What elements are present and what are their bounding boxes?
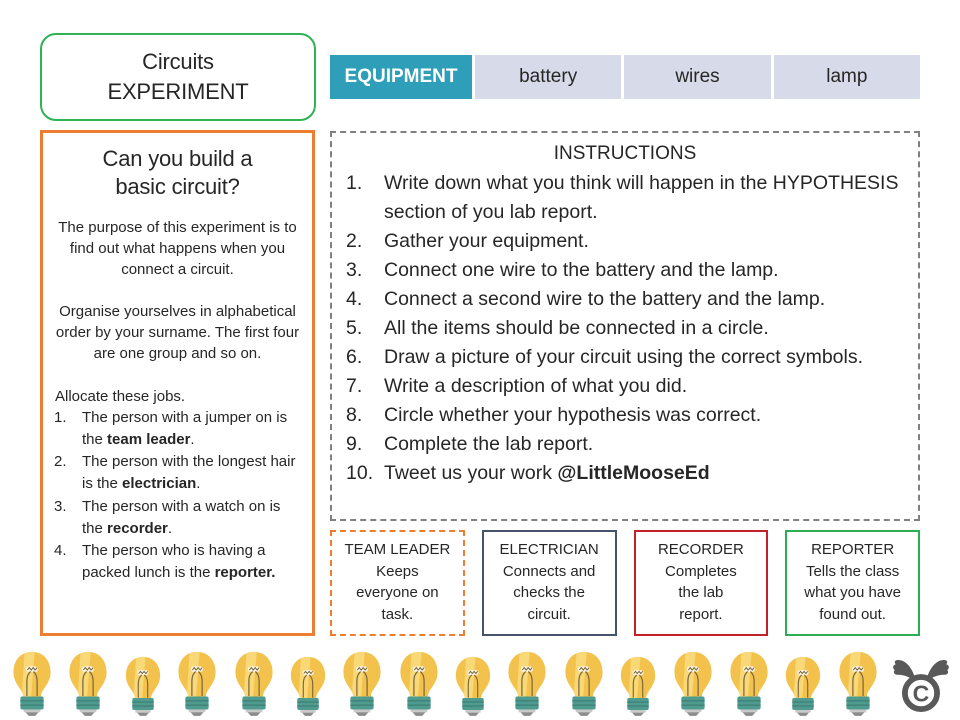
lightbulb-icon [393, 651, 445, 716]
instruction-item [346, 430, 904, 459]
job-item [54, 407, 301, 451]
role-title: REPORTER [811, 541, 895, 558]
role-description: Tells the class [805, 562, 900, 580]
job-item [54, 496, 301, 540]
lightbulb-icon [501, 651, 553, 716]
instruction-item-text: Draw a picture of your circuit using the correct symbols. [384, 345, 864, 368]
instruction-item-number: 1. [346, 171, 363, 194]
instruction-item [346, 314, 904, 343]
role-description: Connects and [502, 562, 596, 580]
instruction-item-text: Write a description of what you did. [384, 374, 688, 397]
instructions-box [330, 131, 920, 521]
job-item [54, 451, 301, 495]
job-item-text: The person with a jumper on is the team leader. [82, 409, 288, 449]
role-description: the lab [678, 584, 724, 602]
role-card-recorder [634, 530, 769, 636]
instruction-item-text: Complete the lab report. [384, 432, 594, 455]
role-title: RECORDER [657, 541, 744, 558]
instruction-item-text: Write down what you think will happen in the HYPOTHESIS section of you lab report. [384, 171, 899, 223]
instruction-item-text: Tweet us your work @LittleMooseEd [384, 461, 710, 484]
instruction-item-number: 10. [346, 461, 374, 484]
svg-text:C: C [912, 680, 930, 707]
slide-title-line1: Circuits [142, 49, 214, 75]
instruction-item [346, 256, 904, 285]
equipment-cell-battery: battery [475, 55, 621, 99]
lightbulb-icon [119, 656, 167, 716]
instruction-item-number: 4. [346, 287, 363, 310]
instruction-item-text: All the items should be connected in a circle. [384, 316, 769, 339]
job-item-number: 2. [54, 453, 67, 471]
instruction-item [346, 372, 904, 401]
slide-title-line2: EXPERIMENT [107, 79, 249, 104]
role-description: Completes [665, 562, 737, 580]
job-item-number: 1. [54, 409, 67, 427]
instructions-list [346, 169, 904, 489]
role-title: ELECTRICIAN [499, 541, 599, 558]
job-item-number: 3. [54, 497, 67, 515]
instruction-item-number: 6. [346, 345, 363, 368]
lightbulb-footer [0, 648, 960, 716]
role-description: Keeps [376, 562, 419, 580]
lightbulb-icon [228, 651, 280, 716]
instruction-item [346, 401, 904, 430]
job-item-text: The person with the longest hair is the electrician. [82, 453, 296, 493]
role-description: circuit. [527, 605, 571, 623]
role-cards-row [330, 530, 920, 636]
instruction-item-text: Circle whether your hypothesis was correct. [384, 403, 762, 426]
lightbulb-icon [614, 656, 662, 716]
instruction-item-number: 2. [346, 229, 363, 252]
role-description: what you have [804, 584, 901, 602]
role-card-team-leader [330, 530, 465, 636]
question-heading: Can you build a basic circuit? [102, 146, 253, 200]
job-item-number: 4. [54, 541, 67, 559]
title-box [40, 33, 316, 121]
lightbulb-icon [449, 656, 497, 716]
instruction-item [346, 227, 904, 256]
equipment-cell-lamp: lamp [774, 55, 920, 99]
lightbulb-icon [779, 656, 827, 716]
equipment-header-cell: EQUIPMENT [330, 55, 472, 99]
lightbulb-icon [284, 656, 332, 716]
lightbulb-icon [558, 651, 610, 716]
instruction-item [346, 285, 904, 314]
role-card-reporter [785, 530, 920, 636]
instruction-item [346, 169, 904, 227]
instructions-title: INSTRUCTIONS [553, 143, 697, 164]
role-description: checks the [513, 584, 585, 602]
role-title: TEAM LEADER [344, 541, 451, 558]
job-item-text: The person with a watch on is the recorder. [82, 497, 281, 537]
jobs-list [54, 407, 301, 583]
lightbulb-icon [723, 651, 775, 716]
lightbulb-icon [62, 651, 114, 716]
instruction-item-text: Connect a second wire to the battery and the lamp. [384, 287, 826, 310]
instruction-item [346, 459, 904, 488]
purpose-paragraph: The purpose of this experiment is to find out what happens when you connect a circuit. [58, 219, 297, 279]
lightbulb-icon [6, 651, 58, 716]
little-moose-copyright-logo-icon [888, 654, 954, 714]
instruction-item-text: Gather your equipment. [384, 229, 589, 252]
role-description: everyone on [356, 584, 439, 602]
instruction-item-number: 8. [346, 403, 363, 426]
organise-paragraph: Organise yourselves in alphabetical order by your surname. The first four are one group and so on. [55, 303, 300, 363]
jobs-intro: Allocate these jobs. [55, 388, 186, 406]
instruction-item-number: 3. [346, 258, 363, 281]
instruction-item-text: Connect one wire to the battery and the lamp. [384, 258, 779, 281]
instruction-item [346, 343, 904, 372]
instruction-item-number: 7. [346, 374, 363, 397]
lightbulb-icon [336, 651, 388, 716]
question-box [40, 130, 315, 636]
job-item [54, 540, 301, 584]
equipment-table [330, 55, 920, 99]
lightbulb-icon [667, 651, 719, 716]
job-item-text: The person who is having a packed lunch is the reporter. [82, 541, 276, 581]
role-description: report. [679, 605, 723, 623]
role-description: found out. [819, 605, 886, 623]
lightbulb-icon [832, 651, 884, 716]
role-description: task. [381, 605, 414, 623]
lightbulb-icon [171, 651, 223, 716]
instruction-item-number: 5. [346, 316, 363, 339]
instruction-item-number: 9. [346, 432, 363, 455]
equipment-cell-wires: wires [624, 55, 770, 99]
role-card-electrician [482, 530, 617, 636]
